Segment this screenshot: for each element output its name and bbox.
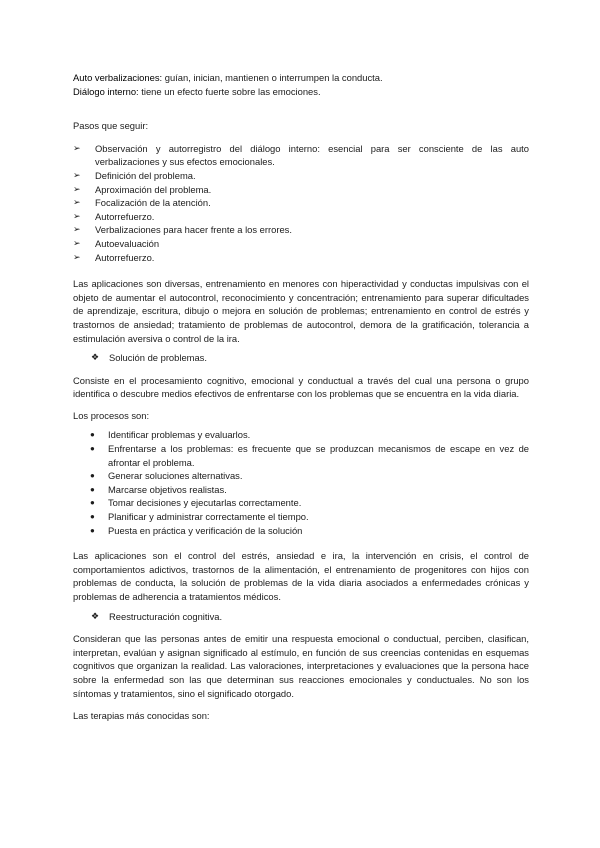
list-item: ➢ Aproximación del problema. [73,183,212,195]
list-item: ➢ Autoevaluación [73,237,160,249]
arrow-bullet-icon: ➢ [73,183,81,194]
section-definition: Consideran que las personas antes de emitir una respuesta emocional o conductual, perciben, clasifican, interpretan, evalúan y asignan significado al estímulo, en función de sus creencias contenidas en esquemas cognitivos que organizan la realidad. Las valoraciones, interpretaciones y evaluaciones que la persona hace sobre la enfermedad son las que determinan sus reacciones emocionales y conductuales. No son los síntomas y tratamientos, sino el significado otorgado. [73,633,529,699]
steps-heading: Pasos que seguir: [73,120,149,132]
arrow-bullet-icon: ➢ [73,210,81,221]
dot-bullet-icon: ● [90,512,95,522]
list-item: ● Planificar y administrar correctamente el tiempo. [90,511,309,523]
applications-paragraph-2: Las aplicaciones son el control del estrés, ansiedad e ira, la intervención en crisis, el control de comportamientos adictivos, trastornos de la alimentación, el entrenamiento de progenitores con hijos con problemas de conducta, la solución de problemas de la vida diaria asociados a enfermedades crónicas y problemas de adherencia a tratamientos médicos. [73,550,529,602]
intro-line-dialogo-interno [73,85,529,99]
section-definition: Consiste en el procesamiento cognitivo, emocional y conductual a través del cual una persona o grupo identifica o descubre medios efectivos de enfrentarse con los problemas que se encuentra en la vida diaria. [73,374,529,400]
dot-bullet-icon: ● [90,444,95,454]
applications-paragraph-1: Las aplicaciones son diversas, entrenamiento en menores con hiperactividad y conductas impulsivas con el objeto de aumentar el autocontrol, reconocimiento y concentración; entrenamiento para superar dificultades de aprendizaje, escritura, dibujo o mejora en solución de problemas; entrenamiento en control de estrés y trastornos de ansiedad; tratamiento de problemas de autocontrol, demora de la gratificación, tolerancia a estimulación aversiva o control de la ira. [73,278,529,344]
dot-bullet-icon: ● [90,525,95,535]
steps-list [73,142,529,264]
processes-heading: Los procesos son: [73,409,150,421]
list-item: ➢ Definición del problema. [73,169,196,181]
arrow-bullet-icon: ➢ [73,142,81,153]
list-item: ➢ Observación y autorregistro del diálogo interno: esencial para ser consciente de las auto verbalizaciones y sus efectos emocionales. [73,142,529,168]
dot-bullet-icon: ● [90,471,95,481]
section-title: Solución de problemas. [109,352,207,364]
section-heading-solucion [73,351,529,365]
section-title: Reestructuración cognitiva. [109,610,223,622]
document-page [73,71,529,723]
list-item: ● Marcarse objetivos realistas. [90,483,227,495]
list-item: ● Enfrentarse a los problemas: es frecuente que se produzcan mecanismos de escape en vez de afrontar el problema. [90,443,529,468]
section-heading-reestructuracion [73,610,529,624]
therapies-heading: Las terapias más conocidas son: [73,710,210,722]
arrow-bullet-icon: ➢ [73,237,81,248]
term-text: tiene un efecto fuerte sobre las emociones. [138,85,321,97]
term-text: guían, inician, mantienen o interrumpen la conducta. [162,72,383,83]
diamond-bullet-icon: ❖ [91,352,100,363]
list-item: ➢ Focalización de la atención. [73,197,211,209]
arrow-bullet-icon: ➢ [73,251,81,262]
diamond-bullet-icon: ❖ [91,610,100,621]
intro-line-auto-verbalizaciones [73,71,529,85]
term-label: Auto verbalizaciones: [73,72,163,83]
dot-bullet-icon: ● [90,430,95,440]
term-label: Diálogo interno: [73,85,139,97]
dot-bullet-icon: ● [90,498,95,508]
processes-list [73,428,529,537]
arrow-bullet-icon: ➢ [73,197,81,208]
arrow-bullet-icon: ➢ [73,169,81,180]
arrow-bullet-icon: ➢ [73,224,81,235]
list-item: ● Identificar problemas y evaluarlos. [90,429,251,441]
list-item: ● Puesta en práctica y verificación de la solución [90,524,303,536]
dot-bullet-icon: ● [90,484,95,494]
list-item: ➢ Autorrefuerzo. [73,251,155,263]
list-item: ➢ Autorrefuerzo. [73,210,155,222]
list-item: ● Tomar decisiones y ejecutarlas correctamente. [90,497,302,509]
list-item: ● Generar soluciones alternativas. [90,470,243,482]
list-item: ➢ Verbalizaciones para hacer frente a los errores. [73,224,292,236]
